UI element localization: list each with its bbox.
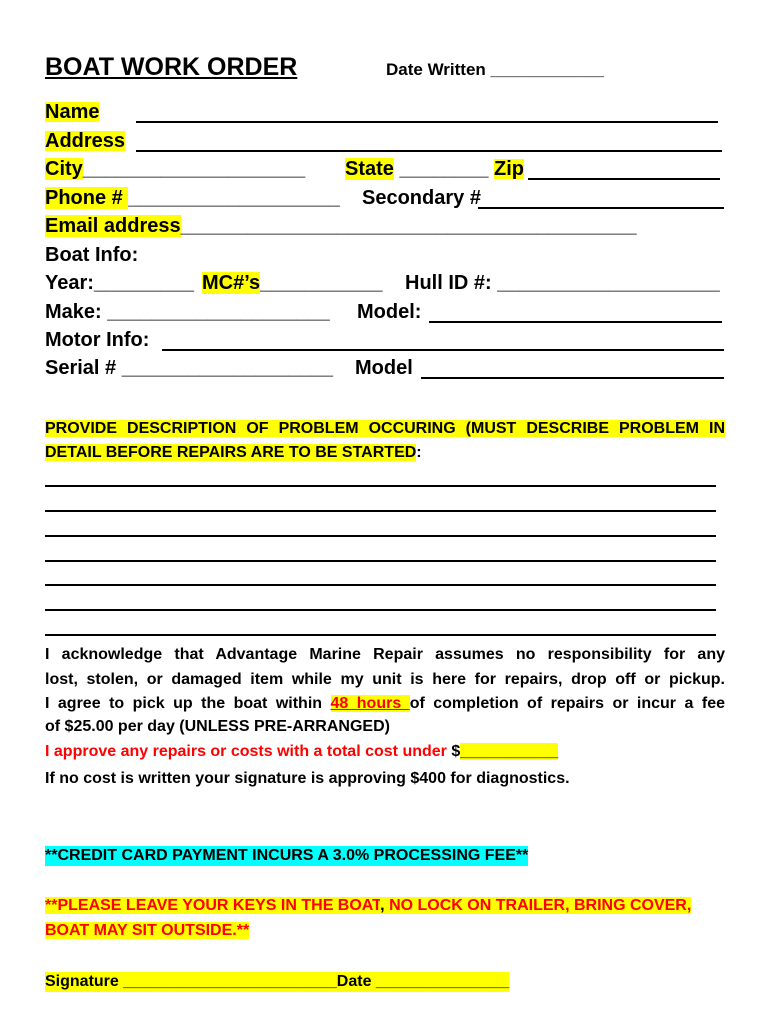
mc-field[interactable]: ___________	[260, 272, 383, 294]
email-label: Email address	[45, 215, 181, 237]
serial-row	[45, 358, 333, 378]
problem-line[interactable]	[45, 609, 716, 611]
keys-notice-line1: **PLEASE LEAVE YOUR KEYS IN THE BOAT, NO LOCK ON TRAILER, BRING COVER,	[45, 897, 692, 914]
mc-row	[202, 273, 383, 293]
address-label: Address	[45, 130, 126, 152]
email-row	[45, 216, 637, 236]
year-row	[45, 273, 194, 293]
problem-line[interactable]	[45, 634, 716, 636]
year-field[interactable]: _________	[93, 272, 195, 294]
address-field[interactable]	[136, 150, 722, 152]
make-field[interactable]: ____________________	[107, 301, 330, 323]
secondary-field[interactable]	[478, 207, 724, 209]
name-field[interactable]	[136, 121, 718, 123]
motor-info-label: Motor Info:	[45, 329, 155, 351]
terms-line-4: of $25.00 per day (UNLESS PRE-ARRANGED)	[45, 718, 390, 735]
hull-label: Hull ID #:	[405, 272, 498, 294]
terms-line-1: I acknowledge that Advantage Marine Repair assumes no responsibility for any	[45, 646, 725, 663]
problem-line[interactable]	[45, 560, 716, 562]
approve-cost-field[interactable]: ___________	[460, 743, 559, 760]
signature-date-label: Date	[336, 973, 376, 990]
motor-model-field[interactable]	[421, 377, 724, 379]
secondary-label: Secondary #	[362, 187, 481, 209]
name-label: Name	[45, 101, 100, 123]
serial-field[interactable]: ___________________	[121, 357, 334, 379]
state-label: State	[345, 158, 394, 180]
signature-date-field[interactable]: _______________	[375, 973, 510, 990]
phone-field[interactable]: ___________________	[128, 187, 340, 209]
email-field[interactable]: _________________________________________	[180, 215, 637, 237]
city-row	[45, 159, 305, 179]
problem-line[interactable]	[45, 535, 716, 537]
state-field[interactable]: ________	[393, 158, 495, 180]
mc-label: MC#’s	[202, 272, 261, 294]
hull-row	[405, 273, 720, 293]
terms-line-2: lost, stolen, or damaged item while my unit is here for repairs, drop off or pickup.	[45, 671, 725, 688]
problem-line[interactable]	[45, 584, 716, 586]
zip-field[interactable]	[528, 178, 720, 180]
signature-field[interactable]: ________________________	[123, 973, 337, 990]
make-row	[45, 302, 330, 322]
state-row	[345, 159, 494, 179]
pickup-hours: 48 hours	[330, 695, 410, 712]
page-title: BOAT WORK ORDER	[45, 53, 298, 81]
problem-instruction-line1: PROVIDE DESCRIPTION OF PROBLEM OCCURING (MUST DESCRIBE PROBLEM IN	[45, 420, 725, 437]
diagnostics-note: If no cost is written your signature is approving $400 for diagnostics.	[45, 770, 570, 787]
problem-instruction-line2: DETAIL BEFORE REPAIRS ARE TO BE STARTED:	[45, 444, 422, 461]
zip-label: Zip	[494, 158, 524, 180]
boat-info-label: Boat Info:	[45, 244, 139, 266]
phone-label: Phone #	[45, 187, 129, 209]
city-field[interactable]: ____________________	[82, 158, 306, 180]
motor-model-label: Model	[355, 357, 419, 379]
model-label: Model:	[357, 301, 427, 323]
phone-row	[45, 188, 340, 208]
signature-label: Signature	[45, 973, 124, 990]
year-label: Year:	[45, 272, 94, 294]
hull-field[interactable]: ____________________	[497, 272, 720, 294]
date-written-field[interactable]: Date Written ____________	[386, 60, 604, 79]
terms-line-3: I agree to pick up the boat within 48 hours of completion of repairs or incur a fee	[45, 695, 725, 712]
problem-line[interactable]	[45, 485, 716, 487]
model-field[interactable]	[429, 321, 722, 323]
keys-notice-line2: BOAT MAY SIT OUTSIDE.**	[45, 922, 250, 939]
city-label: City	[45, 158, 83, 180]
serial-label: Serial #	[45, 357, 122, 379]
approve-cost-line: I approve any repairs or costs with a total cost under $___________	[45, 743, 559, 760]
signature-row	[45, 972, 509, 992]
credit-card-notice: **CREDIT CARD PAYMENT INCURS A 3.0% PROCESSING FEE**	[45, 847, 529, 864]
motor-info-field[interactable]	[162, 349, 724, 351]
make-label: Make:	[45, 301, 108, 323]
problem-line[interactable]	[45, 510, 716, 512]
